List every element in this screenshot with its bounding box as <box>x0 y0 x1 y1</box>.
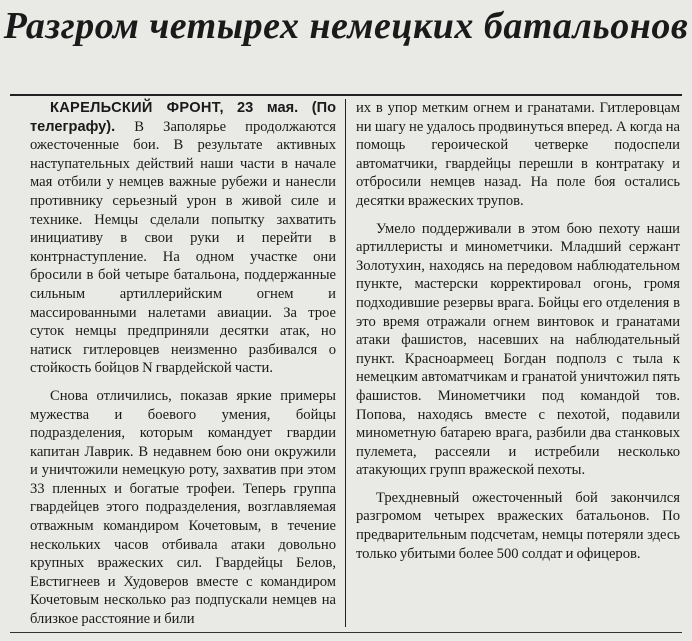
article-paragraph-4: Трехдневный ожесточенный бой закончился разгромом четырех вражеских батальонов. По предварительным подсчетам, немцы потеряли здесь только убитыми более 500 солдат и офицеров. <box>356 489 680 562</box>
headline-rule <box>10 94 682 96</box>
bottom-rule <box>10 632 682 633</box>
article-paragraph-3: Умело поддерживали в этом бою пехоту наши артиллеристы и минометчики. Младший сержант Золотухин, находясь на передовом наблюдательном пункте, мастерски корректировал огонь, громя подходившие резервы врага. Бойцы его отделения в это время отражали огнем винтовок и гранатами атаки фашистов, насевших на наблюдательный пункт. Красноармеец Богдан подполз с тыла к немецким автоматчикам и гранатой уничтожил пять фашистов. Минометчики под командой тов. Попова, находясь вместе с пехотой, подавили минометную батарею врага, разбили два станковых пулемета, рассеяли и истребили несколько атакующих групп вражеской пехоты. <box>356 220 680 479</box>
article-column-right <box>356 99 680 563</box>
column-divider <box>345 99 346 627</box>
article-paragraph-1 <box>30 99 336 378</box>
article-headline: Разгром четырех немецких батальонов <box>3 5 689 47</box>
article-paragraph-2-continued: их в упор метким огнем и гранатами. Гитлеровцам ни шагу не удалось продвинуться вперед. А когда на помощь героической четверке подоспели автоматчики, гвардейцы перешли в контратаку и отбросили немцев назад. На поле боя остались десятки вражеских трупов. <box>356 100 680 209</box>
article-column-left <box>30 99 336 629</box>
article-paragraph-2: Снова отличились, показав яркие примеры мужества и боевого умения, бойцы подразделения, которым командует гвардии капитан Лаврик. В недавнем бою они окружили и уничтожили немецкую роту, захватив при этом 33 пленных и богатые трофеи. Теперь группа гвардейцев этого подразделения, возглавляемая отважным командиром Кочетовым, в течение нескольких часов отбивала атаки довольно крупных вражеских сил. Гвардейцы Белов, Евстигнеев и Худоверов вместе с командиром Кочетовым несколько раз подпускали немцев на близкое расстояние и били <box>30 387 336 628</box>
article-lead-in: 23 мая. (По телеграфу). <box>30 100 336 135</box>
article-dateline: КАРЕЛЬСКИЙ ФРОНТ, <box>50 100 224 116</box>
article-paragraph-text: В Заполярье продолжаются ожесточенные бои. В результате активных наступательных действий наши части в начале мая отбили у немцев важные рубежи и нанесли противнику серьезный урон в живой силе и технике. Немцы сделали попытку захватить инициативу в свои руки и перейти в контрнаступление. На одном участке они бросили в бой четыре батальона, поддержанные сильным артиллерийским огнем и массированными налетами авиации. За трое суток немцы предприняли десятки атак, но натиск гитлеровцев неизменно разбивался о стойкость бойцов N гвардейской части. <box>30 118 336 377</box>
